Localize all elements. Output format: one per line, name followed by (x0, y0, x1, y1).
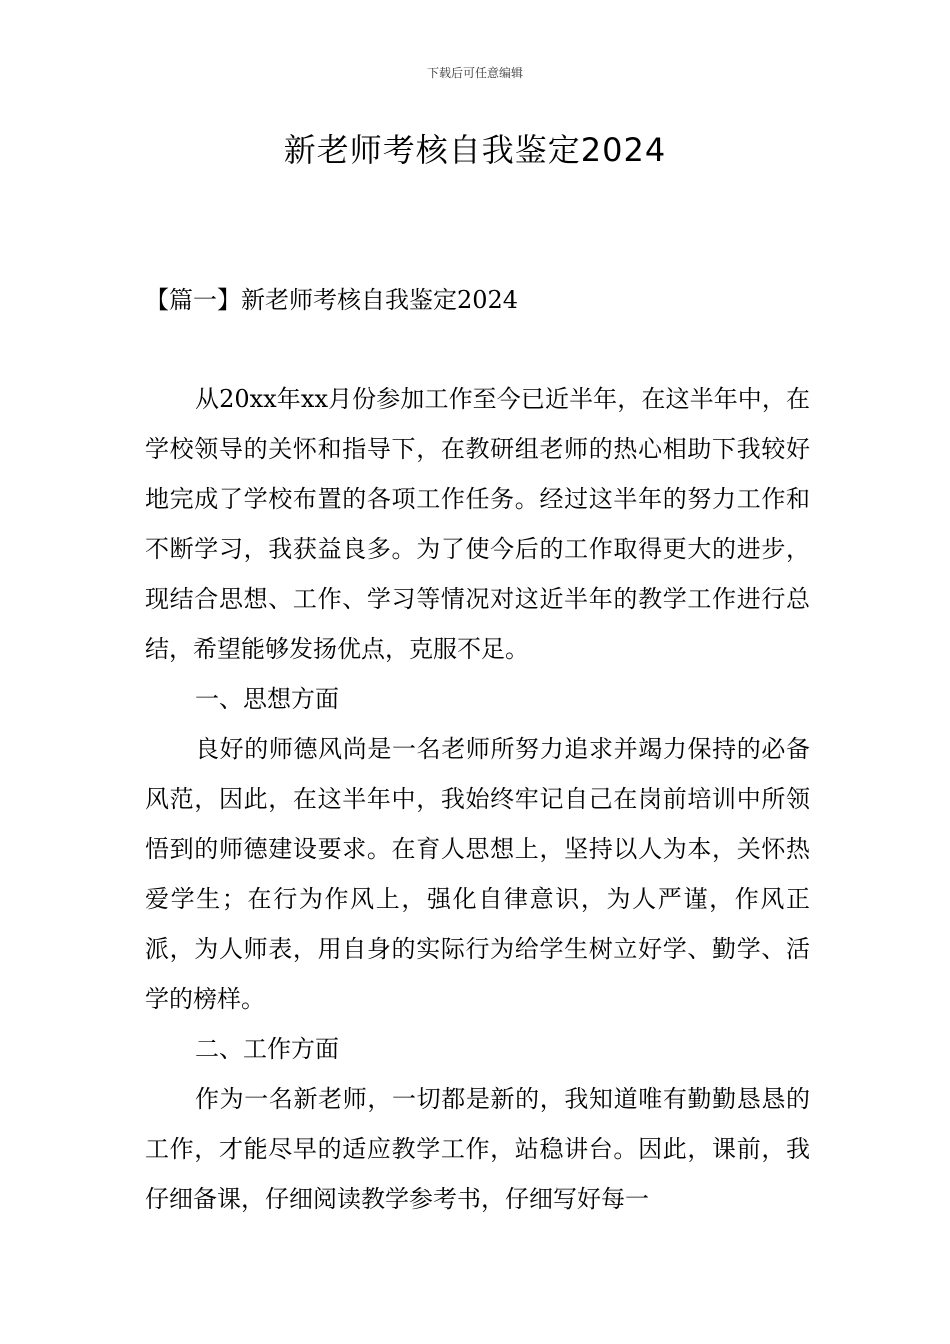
section-title: 【篇一】新老师考核自我鉴定2024 (145, 286, 519, 314)
heading-work: 二、工作方面 (195, 1035, 339, 1063)
header-note: 下载后可任意编辑 (426, 66, 523, 80)
paragraph-thought: 良好的师德风尚是一名老师所努力追求并竭力保持的必备风范，因此，在这半年中，我始终牢记自己在岗前培训中所领悟到的师德建设要求。在育人思想上，坚持以人为本，关怀热爱学生；在行为作风上，强化自律意识，为人严谨，作风正派，为人师表，用自身的实际行为给学生树立好学、勤学、活学的榜样。 (145, 735, 810, 1013)
paragraph-intro: 从20xx年xx月份参加工作至今已近半年，在这半年中，在学校领导的关怀和指导下，在教研组老师的热心相助下我较好地完成了学校布置的各项工作任务。经过这半年的努力工作和不断学习，我获益良多。为了使今后的工作取得更大的进步，现结合思想、工作、学习等情况对这近半年的教学工作进行总结，希望能够发扬优点，克服不足。 (145, 385, 810, 663)
heading-thought: 一、思想方面 (195, 685, 339, 713)
document-title: 新老师考核自我鉴定2024 (283, 131, 667, 169)
paragraph-work: 作为一名新老师，一切都是新的，我知道唯有勤勤恳恳的工作，才能尽早的适应教学工作，站稳讲台。因此，课前，我仔细备课，仔细阅读教学参考书，仔细写好每一 (145, 1085, 810, 1213)
body-text (145, 374, 810, 1224)
